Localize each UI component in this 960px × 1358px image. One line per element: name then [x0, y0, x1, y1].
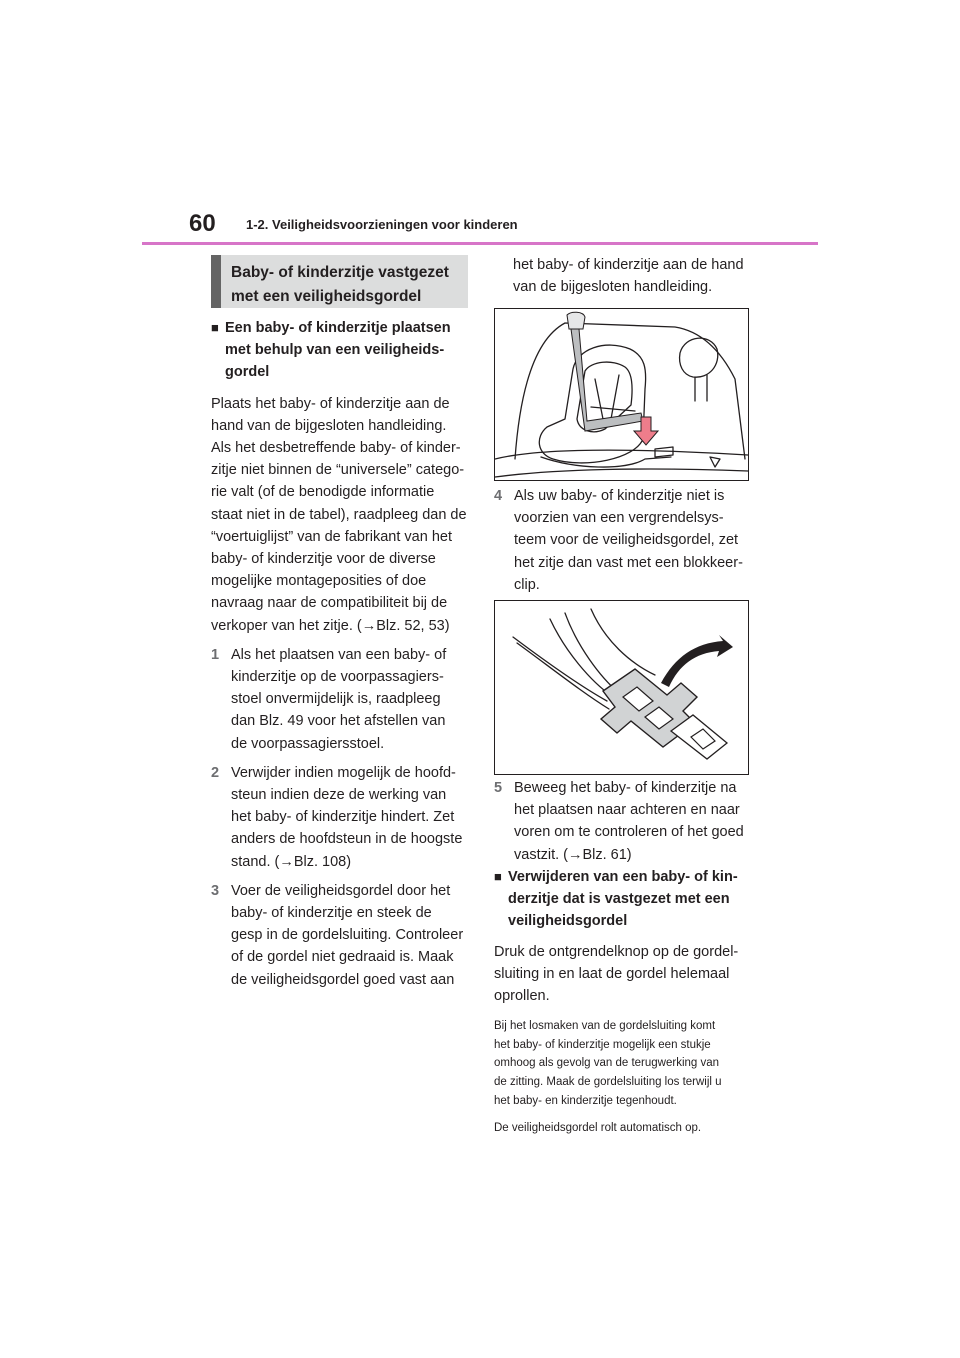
locking-clip-figure [494, 600, 749, 775]
square-bullet-icon: ■ [211, 320, 219, 335]
square-bullet-icon: ■ [494, 869, 502, 884]
step-3: 3 Voer de veiligheidsgordel door het baby- of kinderzitje en steek de gesp in de gordelsluiting. Controleer of de gordel niet gedraaid is. Maak de veiligheidsgordel goed vast aan [211, 880, 473, 991]
remove-section [494, 866, 764, 1138]
chapter-title: 1-2. Veiligheidsvoorzieningen voor kinderen [246, 217, 518, 232]
step-number: 3 [211, 882, 220, 899]
remove-note-2: De veiligheidsgordel rolt automatisch op. [494, 1122, 702, 1135]
child-seat-figure [494, 308, 749, 481]
section-title-box [211, 255, 468, 308]
curved-arrow-icon [661, 635, 733, 687]
section-title-line-1: Baby- of kinderzitje vastgezet [231, 264, 449, 281]
install-heading: ■ Een baby- of kinderzitje plaatsen met behulp van een veiligheids- gordel [211, 317, 473, 384]
step-2: 2 Verwijder indien mogelijk de hoofd- steun indien deze de werking van het baby- of kinderzitje hindert. Zet anders de hoofdsteun in de hoogste stand. (→Blz. 108) [211, 762, 473, 873]
header-rule [142, 242, 818, 245]
step-number: 5 [494, 780, 503, 796]
step-3-continued: het baby- of kinderzitje aan de hand van de bijgesloten handleiding. [513, 257, 744, 296]
remove-note-1: Bij het losmaken van de gordelsluiting komt het baby- of kinderzitje mogelijk een stukje omhoog als gevolg van de terugwerking van de zitting. Maak de gordelsluiting los terwijl u het baby- en kinderzitje tegenhoudt. [494, 1020, 722, 1107]
step-number: 1 [211, 646, 220, 663]
remove-heading: ■ Verwijderen van een baby- of kin- derzitje dat is vastgezet met een veiligheidsgordel [494, 866, 764, 933]
step-number: 2 [211, 764, 220, 781]
locking-clip-icon [495, 601, 748, 774]
step-number: 4 [494, 488, 503, 504]
step-5: 5 Beweeg het baby- of kinderzitje na het plaatsen naar achteren en naar voren om te controleren of het goed vastzit. (→Blz. 61) [494, 777, 764, 866]
page-number: 60 [189, 210, 216, 237]
remove-body: Druk de ontgrendelknop op de gordel- sluiting in en laat de gordel helemaal oprollen. [494, 943, 739, 1005]
child-seat-with-seatbelt-icon [495, 309, 748, 480]
install-intro: Plaats het baby- of kinderzitje aan de hand van de bijgesloten handleiding. Als het desbetreffende baby- of kinder- zitje niet binnen de “universele” catego- rie valt (of de benodigde informatie staat niet in de tabel), raadpleeg dan de “voertuiglijst” van de fabrikant van het baby- of kinderzitje voor de diverse mogelijke montageposities of doe navraag naar de compatibiliteit bij de verkoper van het zitje. (→Blz. 52, 53) [211, 395, 467, 634]
left-column [211, 317, 473, 991]
section-title-line-2: met een veiligheidsgordel [231, 288, 422, 305]
step-4: 4 Als uw baby- of kinderzitje niet is voorzien van een vergrendelsys- teem voor de veiligheidsgordel, zet het zitje dan vast met een blokkeer- clip. [494, 485, 764, 596]
step-1: 1 Als het plaatsen van een baby- of kinderzitje op de voorpassagiers- stoel onvermijdelijk is, raadpleeg dan Blz. 49 voor het afstellen van de voorpassagiersstoel. [211, 644, 473, 755]
